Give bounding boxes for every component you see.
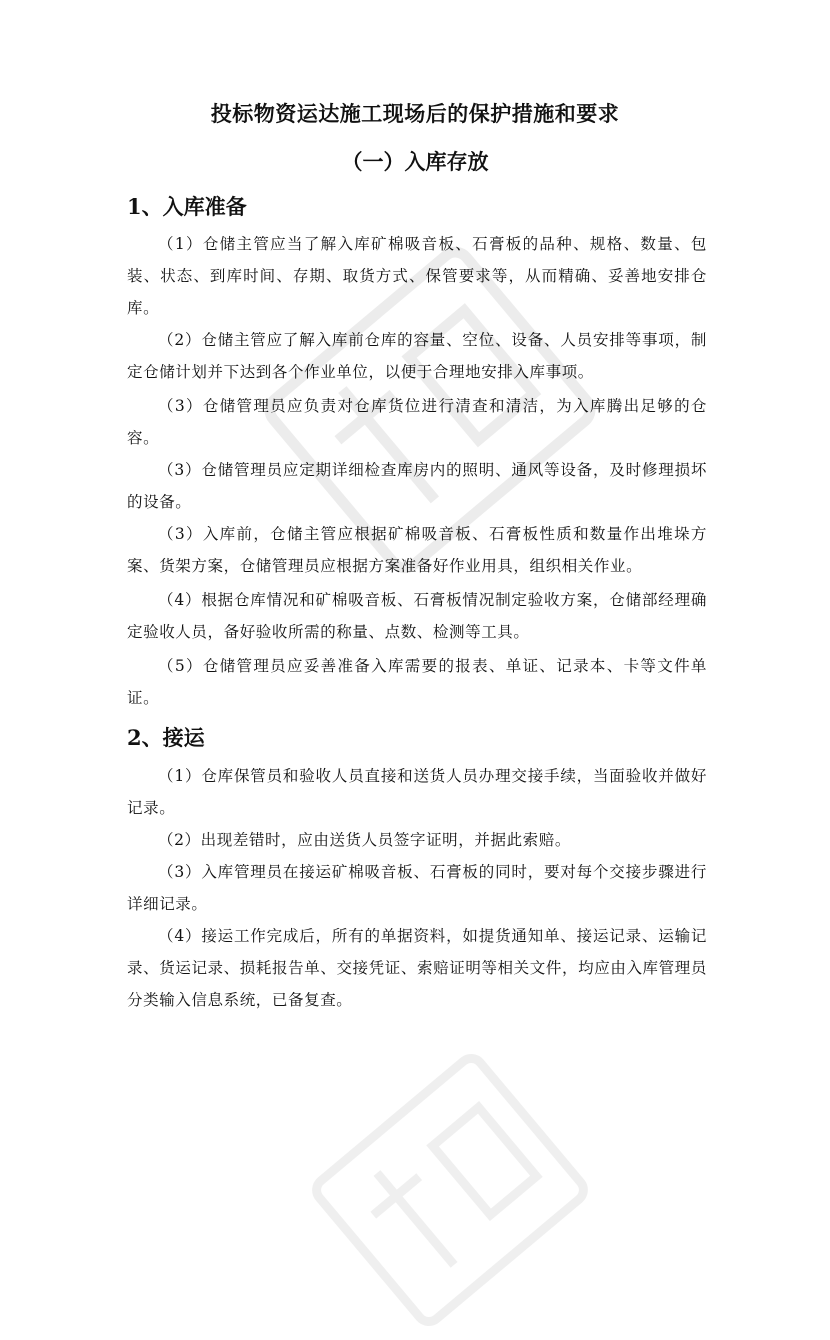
section-heading-1: 1、入库准备 [127, 194, 247, 219]
paragraph-1-1: （1）仓储主管应当了解入库矿棉吸音板、石膏板的品种、规格、数量、包装、状态、到库时间、存期、取货方式、保管要求等，从而精确、妥善地安排仓库。 [127, 235, 707, 317]
paragraph-1-5: （3）入库前，仓储主管应根据矿棉吸音板、石膏板性质和数量作出堆垛方案、货架方案，仓储管理员应根据方案准备好作业用具，组织相关作业。 [127, 525, 707, 575]
paragraph-2-3: （3）入库管理员在接运矿棉吸音板、石膏板的同时，要对每个交接步骤进行详细记录。 [127, 863, 707, 913]
paragraph-2-4: （4）接运工作完成后，所有的单据资料，如提货通知单、接运记录、运输记录、货运记录、损耗报告单、交接凭证、索赔证明等相关文件，均应由入库管理员分类输入信息系统，已备复查。 [127, 927, 707, 1009]
paragraph-2-1: （1）仓库保管员和验收人员直接和送货人员办理交接手续，当面验收并做好记录。 [127, 767, 707, 817]
document-title: 投标物资运达施工现场后的保护措施和要求 [210, 101, 620, 126]
paragraph-1-3: （3）仓储管理员应负责对仓库货位进行清查和清洁，为入库腾出足够的仓容。 [127, 397, 707, 447]
paragraph-1-6: （4）根据仓库情况和矿棉吸音板、石膏板情况制定验收方案，仓储部经理确定验收人员，备好验收所需的称量、点数、检测等工具。 [127, 591, 707, 641]
paragraph-2-2: （2）出现差错时，应由送货人员签字证明，并据此索赔。 [158, 831, 571, 849]
paragraph-1-7: （5）仓储管理员应妥善准备入库需要的报表、单证、记录本、卡等文件单证。 [127, 657, 707, 707]
paragraph-1-4: （3）仓储管理员应定期详细检查库房内的照明、通风等设备，及时修理损坏的设备。 [127, 461, 707, 511]
section-heading-2: 2、接运 [127, 725, 205, 750]
paragraph-1-2: （2）仓储主管应了解入库前仓库的容量、空位、设备、人员安排等事项，制定仓储计划并下达到各个作业单位，以便于合理地安排入库事项。 [127, 331, 707, 381]
document-subtitle: （一）入库存放 [341, 149, 489, 174]
